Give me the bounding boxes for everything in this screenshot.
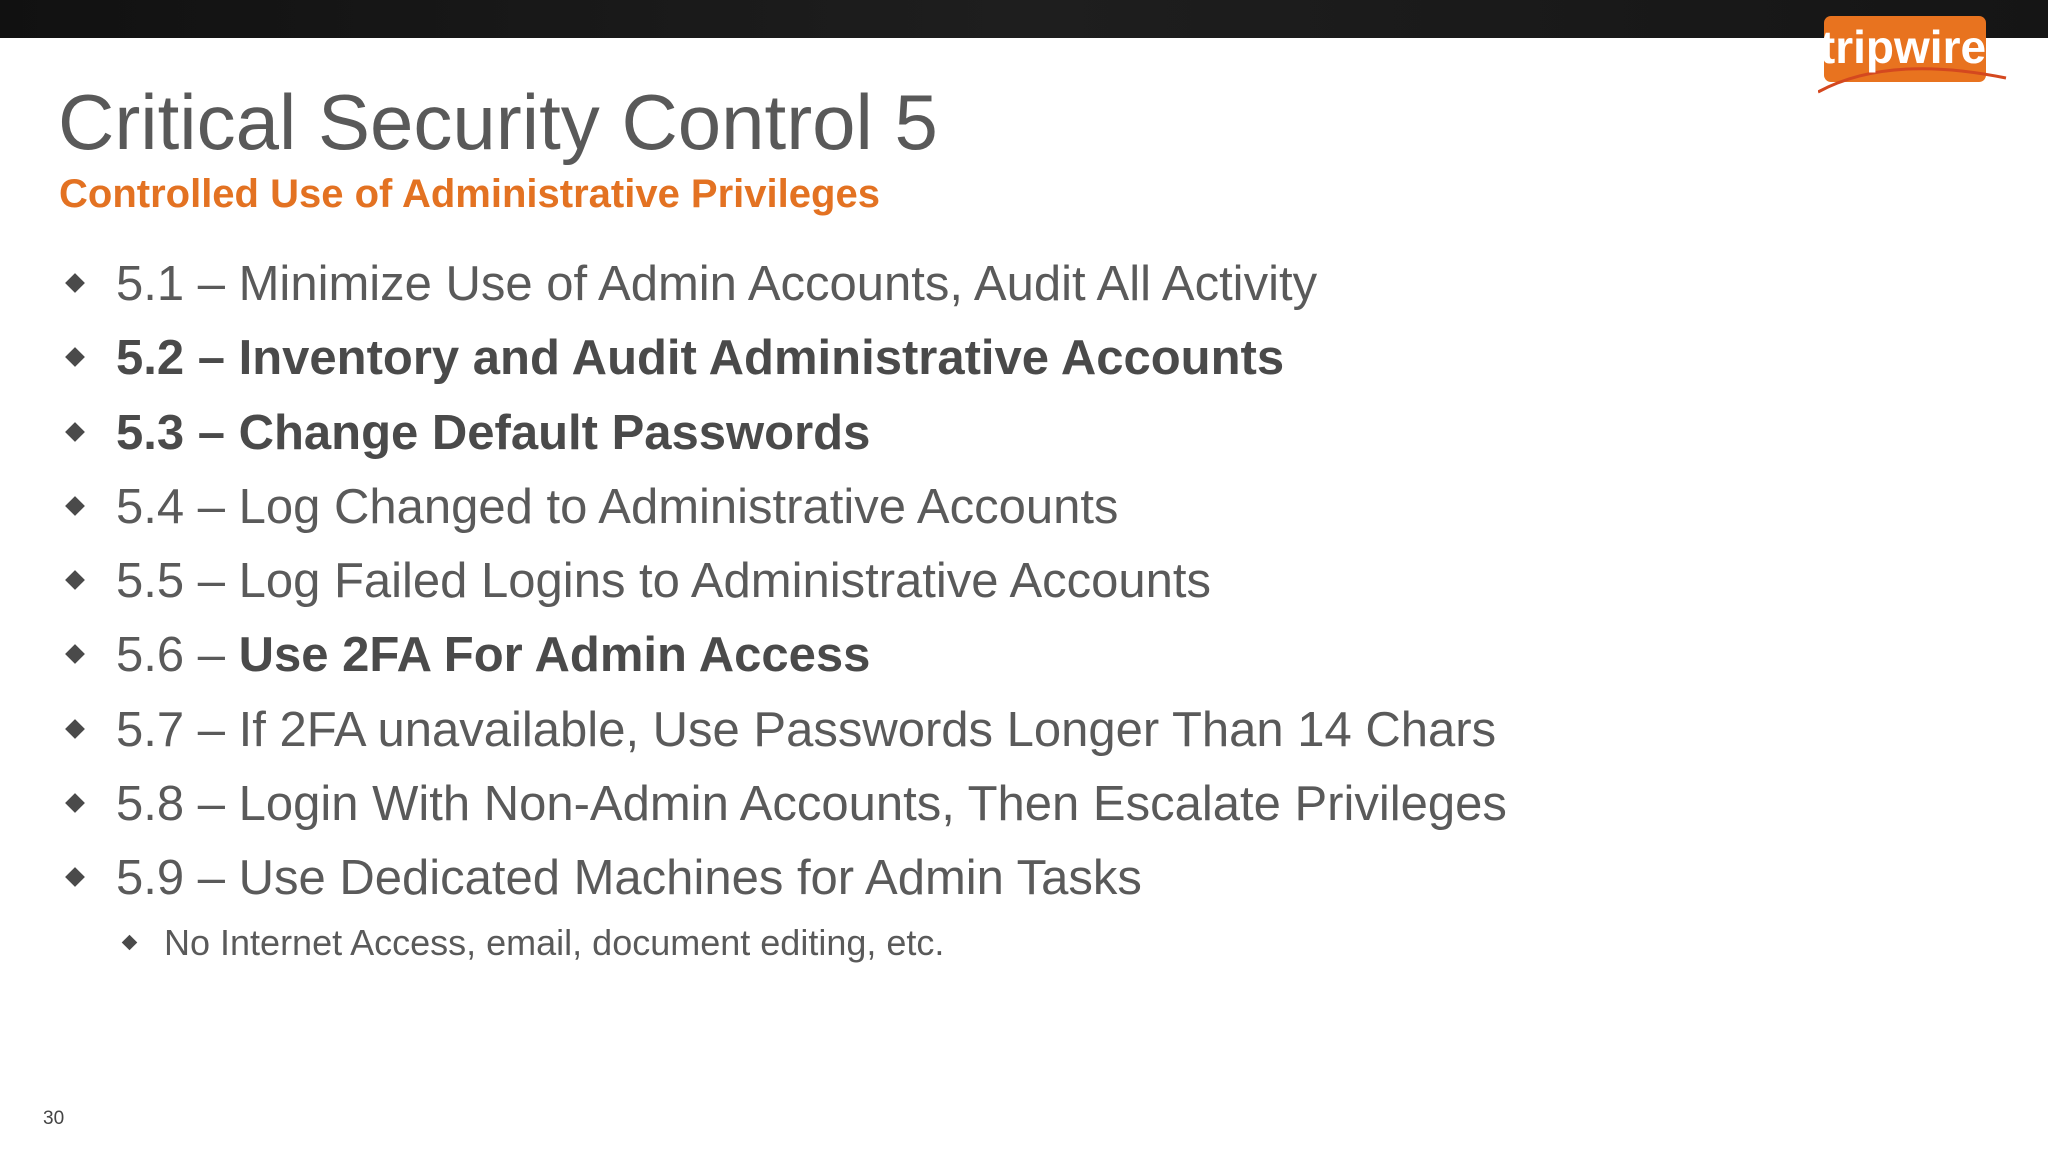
slide-subtitle: Controlled Use of Administrative Privileges <box>59 172 880 216</box>
diamond-bullet-icon <box>65 645 85 665</box>
logo-text: tripwire <box>1819 21 1987 73</box>
diamond-bullet-icon <box>65 570 85 590</box>
bullet-text: Log Failed Logins to Administrative Accounts <box>238 554 1212 609</box>
bullet-prefix: 5.4 – <box>116 479 239 534</box>
bullet-text: Login With Non-Admin Accounts, Then Escalate Privileges <box>238 777 1507 832</box>
diamond-bullet-icon <box>65 793 85 813</box>
bullet-prefix: 5.5 – <box>116 554 239 609</box>
bullet-text: Use Dedicated Machines for Admin Tasks <box>238 851 1142 906</box>
bullet-prefix: 5.3 – <box>116 405 239 460</box>
bullet-prefix: 5.7 – <box>116 702 239 757</box>
bullet-prefix: 5.6 – <box>116 628 239 683</box>
page-number: 30 <box>43 1108 65 1129</box>
bullet-text: Inventory and Audit Administrative Accounts <box>238 331 1285 386</box>
diamond-bullet-icon <box>65 867 85 887</box>
diamond-bullet-icon <box>65 496 85 516</box>
bullet-prefix: 5.8 – <box>116 777 239 832</box>
bullet-text: If 2FA unavailable, Use Passwords Longer Than 14 Chars <box>238 702 1497 757</box>
diamond-bullet-icon <box>65 719 85 739</box>
sub-bullet-text: No Internet Access, email, document editing, etc. <box>164 922 945 963</box>
bullet-text: Change Default Passwords <box>238 405 871 460</box>
bullet-prefix: 5.2 – <box>116 331 239 386</box>
slide-title: Critical Security Control 5 <box>58 78 938 166</box>
bullet-prefix: 5.1 – <box>116 257 239 311</box>
diamond-bullet-icon <box>122 935 138 951</box>
bullet-text: Log Changed to Administrative Accounts <box>238 479 1119 534</box>
diamond-bullet-icon <box>65 273 85 293</box>
diamond-bullet-icon <box>65 422 85 442</box>
top-bar <box>0 0 2048 38</box>
diamond-bullet-icon <box>65 347 85 367</box>
bullet-text: Use 2FA For Admin Access <box>238 628 871 683</box>
bullet-prefix: 5.9 – <box>116 851 239 906</box>
tripwire-logo <box>1818 14 2008 98</box>
bullet-text: Minimize Use of Admin Accounts, Audit All Activity <box>238 257 1318 311</box>
